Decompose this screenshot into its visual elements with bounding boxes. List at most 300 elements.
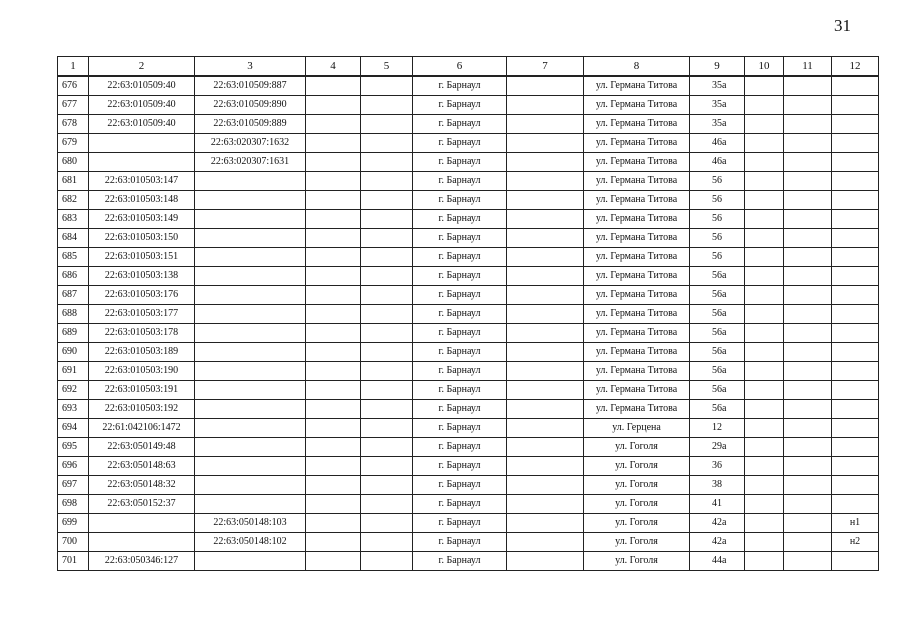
col-7-cell bbox=[507, 134, 584, 153]
street-cell: ул. Германа Титова bbox=[584, 248, 690, 267]
col-7-cell bbox=[507, 419, 584, 438]
col-7-cell bbox=[507, 267, 584, 286]
house-number-cell: 41 bbox=[690, 495, 745, 514]
table-row bbox=[58, 248, 879, 267]
col-4-cell bbox=[306, 153, 361, 172]
column-header: 1 bbox=[58, 57, 89, 77]
row-number-cell: 680 bbox=[58, 153, 89, 172]
col-11-cell bbox=[784, 381, 832, 400]
table-row bbox=[58, 210, 879, 229]
note-cell bbox=[832, 172, 879, 191]
col-7-cell bbox=[507, 400, 584, 419]
col-7-cell bbox=[507, 191, 584, 210]
settlement-cell: г. Барнаул bbox=[413, 381, 507, 400]
cadastral-number-object-cell bbox=[195, 438, 306, 457]
table-row bbox=[58, 286, 879, 305]
table-row bbox=[58, 324, 879, 343]
row-number-cell: 698 bbox=[58, 495, 89, 514]
row-number-cell: 690 bbox=[58, 343, 89, 362]
col-5-cell bbox=[361, 248, 413, 267]
settlement-cell: г. Барнаул bbox=[413, 134, 507, 153]
note-cell bbox=[832, 343, 879, 362]
settlement-cell: г. Барнаул bbox=[413, 495, 507, 514]
col-10-cell bbox=[745, 362, 784, 381]
col-5-cell bbox=[361, 324, 413, 343]
cadastral-number-object-cell bbox=[195, 229, 306, 248]
table-row bbox=[58, 191, 879, 210]
col-7-cell bbox=[507, 229, 584, 248]
col-10-cell bbox=[745, 96, 784, 115]
cadastral-number-land-cell: 22:63:050346:127 bbox=[89, 552, 195, 571]
col-11-cell bbox=[784, 343, 832, 362]
col-7-cell bbox=[507, 343, 584, 362]
row-number-cell: 687 bbox=[58, 286, 89, 305]
col-7-cell bbox=[507, 210, 584, 229]
col-7-cell bbox=[507, 286, 584, 305]
col-11-cell bbox=[784, 476, 832, 495]
settlement-cell: г. Барнаул bbox=[413, 115, 507, 134]
cadastral-number-object-cell bbox=[195, 248, 306, 267]
note-cell bbox=[832, 267, 879, 286]
row-number-cell: 701 bbox=[58, 552, 89, 571]
street-cell: ул. Германа Титова bbox=[584, 400, 690, 419]
cadastral-number-land-cell: 22:63:010503:138 bbox=[89, 267, 195, 286]
street-cell: ул. Германа Титова bbox=[584, 324, 690, 343]
row-number-cell: 695 bbox=[58, 438, 89, 457]
col-4-cell bbox=[306, 343, 361, 362]
street-cell: ул. Германа Титова bbox=[584, 286, 690, 305]
col-4-cell bbox=[306, 324, 361, 343]
settlement-cell: г. Барнаул bbox=[413, 476, 507, 495]
col-11-cell bbox=[784, 362, 832, 381]
street-cell: ул. Гоголя bbox=[584, 552, 690, 571]
col-11-cell bbox=[784, 210, 832, 229]
note-cell: н1 bbox=[832, 514, 879, 533]
col-5-cell bbox=[361, 229, 413, 248]
house-number-cell: 56 bbox=[690, 172, 745, 191]
column-header: 6 bbox=[413, 57, 507, 77]
note-cell bbox=[832, 457, 879, 476]
col-4-cell bbox=[306, 381, 361, 400]
row-number-cell: 685 bbox=[58, 248, 89, 267]
street-cell: ул. Германа Титова bbox=[584, 362, 690, 381]
cadastral-number-object-cell bbox=[195, 552, 306, 571]
column-header: 8 bbox=[584, 57, 690, 77]
cadastral-number-object-cell bbox=[195, 400, 306, 419]
cadastral-number-object-cell: 22:63:010509:887 bbox=[195, 76, 306, 96]
col-11-cell bbox=[784, 267, 832, 286]
note-cell bbox=[832, 229, 879, 248]
cadastral-number-land-cell: 22:63:050148:32 bbox=[89, 476, 195, 495]
cadastral-number-land-cell: 22:63:010503:189 bbox=[89, 343, 195, 362]
col-10-cell bbox=[745, 419, 784, 438]
cadastral-number-land-cell: 22:63:010509:40 bbox=[89, 76, 195, 96]
street-cell: ул. Гоголя bbox=[584, 438, 690, 457]
col-10-cell bbox=[745, 533, 784, 552]
row-number-cell: 679 bbox=[58, 134, 89, 153]
col-10-cell bbox=[745, 324, 784, 343]
column-header: 9 bbox=[690, 57, 745, 77]
col-10-cell bbox=[745, 476, 784, 495]
col-5-cell bbox=[361, 495, 413, 514]
note-cell bbox=[832, 381, 879, 400]
note-cell: н2 bbox=[832, 533, 879, 552]
settlement-cell: г. Барнаул bbox=[413, 533, 507, 552]
settlement-cell: г. Барнаул bbox=[413, 343, 507, 362]
col-7-cell bbox=[507, 438, 584, 457]
street-cell: ул. Гоголя bbox=[584, 495, 690, 514]
table-row bbox=[58, 172, 879, 191]
col-10-cell bbox=[745, 552, 784, 571]
note-cell bbox=[832, 419, 879, 438]
col-7-cell bbox=[507, 381, 584, 400]
col-7-cell bbox=[507, 362, 584, 381]
cadastral-number-land-cell: 22:63:010503:178 bbox=[89, 324, 195, 343]
cadastral-number-object-cell bbox=[195, 495, 306, 514]
cadastral-number-land-cell: 22:63:050149:48 bbox=[89, 438, 195, 457]
col-7-cell bbox=[507, 476, 584, 495]
house-number-cell: 38 bbox=[690, 476, 745, 495]
settlement-cell: г. Барнаул bbox=[413, 229, 507, 248]
col-7-cell bbox=[507, 495, 584, 514]
cadastral-number-object-cell bbox=[195, 476, 306, 495]
table-row bbox=[58, 419, 879, 438]
col-7-cell bbox=[507, 172, 584, 191]
house-number-cell: 35а bbox=[690, 96, 745, 115]
col-4-cell bbox=[306, 248, 361, 267]
street-cell: ул. Гоголя bbox=[584, 533, 690, 552]
street-cell: ул. Германа Титова bbox=[584, 172, 690, 191]
cadastral-number-object-cell: 22:63:020307:1632 bbox=[195, 134, 306, 153]
col-11-cell bbox=[784, 115, 832, 134]
col-4-cell bbox=[306, 438, 361, 457]
street-cell: ул. Гоголя bbox=[584, 457, 690, 476]
col-4-cell bbox=[306, 362, 361, 381]
cadastral-number-object-cell: 22:63:050148:102 bbox=[195, 533, 306, 552]
table-row bbox=[58, 305, 879, 324]
col-11-cell bbox=[784, 286, 832, 305]
col-7-cell bbox=[507, 115, 584, 134]
col-10-cell bbox=[745, 115, 784, 134]
row-number-cell: 676 bbox=[58, 76, 89, 96]
cadastral-number-object-cell bbox=[195, 419, 306, 438]
settlement-cell: г. Барнаул bbox=[413, 324, 507, 343]
street-cell: ул. Германа Титова bbox=[584, 134, 690, 153]
page-number: 31 bbox=[834, 16, 851, 35]
row-number-cell: 677 bbox=[58, 96, 89, 115]
cadastral-number-land-cell: 22:63:010503:150 bbox=[89, 229, 195, 248]
table-row bbox=[58, 362, 879, 381]
note-cell bbox=[832, 191, 879, 210]
street-cell: ул. Германа Титова bbox=[584, 191, 690, 210]
cadastral-number-land-cell: 22:63:010503:191 bbox=[89, 381, 195, 400]
settlement-cell: г. Барнаул bbox=[413, 552, 507, 571]
cadastral-number-object-cell bbox=[195, 381, 306, 400]
col-11-cell bbox=[784, 172, 832, 191]
row-number-cell: 682 bbox=[58, 191, 89, 210]
street-cell: ул. Германа Титова bbox=[584, 153, 690, 172]
col-5-cell bbox=[361, 362, 413, 381]
note-cell bbox=[832, 552, 879, 571]
note-cell bbox=[832, 76, 879, 96]
house-number-cell: 56а bbox=[690, 324, 745, 343]
col-11-cell bbox=[784, 514, 832, 533]
col-10-cell bbox=[745, 172, 784, 191]
col-11-cell bbox=[784, 495, 832, 514]
cadastral-number-land-cell bbox=[89, 153, 195, 172]
house-number-cell: 56а bbox=[690, 286, 745, 305]
col-10-cell bbox=[745, 229, 784, 248]
column-header: 11 bbox=[784, 57, 832, 77]
house-number-cell: 36 bbox=[690, 457, 745, 476]
table-row bbox=[58, 533, 879, 552]
register-table bbox=[57, 56, 879, 571]
table-row bbox=[58, 115, 879, 134]
col-10-cell bbox=[745, 248, 784, 267]
cadastral-number-object-cell bbox=[195, 267, 306, 286]
settlement-cell: г. Барнаул bbox=[413, 96, 507, 115]
col-5-cell bbox=[361, 343, 413, 362]
column-header: 2 bbox=[89, 57, 195, 77]
table-row bbox=[58, 457, 879, 476]
col-11-cell bbox=[784, 248, 832, 267]
col-5-cell bbox=[361, 76, 413, 96]
col-10-cell bbox=[745, 343, 784, 362]
col-10-cell bbox=[745, 400, 784, 419]
settlement-cell: г. Барнаул bbox=[413, 362, 507, 381]
col-4-cell bbox=[306, 514, 361, 533]
col-4-cell bbox=[306, 552, 361, 571]
col-11-cell bbox=[784, 191, 832, 210]
row-number-cell: 688 bbox=[58, 305, 89, 324]
col-4-cell bbox=[306, 172, 361, 191]
col-7-cell bbox=[507, 514, 584, 533]
cadastral-number-land-cell bbox=[89, 533, 195, 552]
column-header: 4 bbox=[306, 57, 361, 77]
street-cell: ул. Германа Титова bbox=[584, 115, 690, 134]
col-5-cell bbox=[361, 514, 413, 533]
cadastral-number-land-cell: 22:63:010503:148 bbox=[89, 191, 195, 210]
settlement-cell: г. Барнаул bbox=[413, 286, 507, 305]
settlement-cell: г. Барнаул bbox=[413, 514, 507, 533]
cadastral-number-object-cell: 22:63:010509:889 bbox=[195, 115, 306, 134]
settlement-cell: г. Барнаул bbox=[413, 248, 507, 267]
col-10-cell bbox=[745, 153, 784, 172]
table-row bbox=[58, 96, 879, 115]
column-header: 7 bbox=[507, 57, 584, 77]
column-header: 3 bbox=[195, 57, 306, 77]
col-4-cell bbox=[306, 476, 361, 495]
note-cell bbox=[832, 305, 879, 324]
street-cell: ул. Германа Титова bbox=[584, 267, 690, 286]
street-cell: ул. Герцена bbox=[584, 419, 690, 438]
column-header: 12 bbox=[832, 57, 879, 77]
street-cell: ул. Гоголя bbox=[584, 476, 690, 495]
table-row bbox=[58, 495, 879, 514]
col-4-cell bbox=[306, 191, 361, 210]
street-cell: ул. Гоголя bbox=[584, 514, 690, 533]
note-cell bbox=[832, 96, 879, 115]
cadastral-number-land-cell: 22:63:010509:40 bbox=[89, 115, 195, 134]
register-body bbox=[58, 76, 879, 571]
col-11-cell bbox=[784, 400, 832, 419]
col-4-cell bbox=[306, 533, 361, 552]
cadastral-number-land-cell: 22:63:050152:37 bbox=[89, 495, 195, 514]
col-4-cell bbox=[306, 134, 361, 153]
col-5-cell bbox=[361, 533, 413, 552]
settlement-cell: г. Барнаул bbox=[413, 210, 507, 229]
house-number-cell: 46а bbox=[690, 134, 745, 153]
settlement-cell: г. Барнаул bbox=[413, 153, 507, 172]
house-number-cell: 56а bbox=[690, 305, 745, 324]
house-number-cell: 56а bbox=[690, 343, 745, 362]
note-cell bbox=[832, 362, 879, 381]
cadastral-number-object-cell: 22:63:020307:1631 bbox=[195, 153, 306, 172]
col-11-cell bbox=[784, 552, 832, 571]
row-number-cell: 683 bbox=[58, 210, 89, 229]
col-4-cell bbox=[306, 115, 361, 134]
col-5-cell bbox=[361, 552, 413, 571]
street-cell: ул. Германа Титова bbox=[584, 96, 690, 115]
cadastral-number-object-cell bbox=[195, 343, 306, 362]
col-4-cell bbox=[306, 419, 361, 438]
table-row bbox=[58, 514, 879, 533]
col-7-cell bbox=[507, 76, 584, 96]
house-number-cell: 35а bbox=[690, 76, 745, 96]
col-7-cell bbox=[507, 248, 584, 267]
col-10-cell bbox=[745, 305, 784, 324]
table-row bbox=[58, 552, 879, 571]
col-11-cell bbox=[784, 324, 832, 343]
col-7-cell bbox=[507, 305, 584, 324]
col-7-cell bbox=[507, 96, 584, 115]
col-4-cell bbox=[306, 210, 361, 229]
house-number-cell: 56а bbox=[690, 400, 745, 419]
col-11-cell bbox=[784, 229, 832, 248]
col-11-cell bbox=[784, 457, 832, 476]
house-number-cell: 29а bbox=[690, 438, 745, 457]
note-cell bbox=[832, 115, 879, 134]
col-5-cell bbox=[361, 267, 413, 286]
note-cell bbox=[832, 400, 879, 419]
col-10-cell bbox=[745, 191, 784, 210]
col-4-cell bbox=[306, 457, 361, 476]
col-5-cell bbox=[361, 115, 413, 134]
col-4-cell bbox=[306, 495, 361, 514]
cadastral-number-land-cell bbox=[89, 134, 195, 153]
table-row bbox=[58, 438, 879, 457]
table-row bbox=[58, 229, 879, 248]
col-11-cell bbox=[784, 419, 832, 438]
row-number-cell: 689 bbox=[58, 324, 89, 343]
cadastral-number-object-cell bbox=[195, 286, 306, 305]
cadastral-number-land-cell: 22:63:010509:40 bbox=[89, 96, 195, 115]
row-number-cell: 681 bbox=[58, 172, 89, 191]
col-4-cell bbox=[306, 267, 361, 286]
note-cell bbox=[832, 248, 879, 267]
note-cell bbox=[832, 495, 879, 514]
house-number-cell: 56 bbox=[690, 191, 745, 210]
table-row bbox=[58, 153, 879, 172]
row-number-cell: 694 bbox=[58, 419, 89, 438]
note-cell bbox=[832, 286, 879, 305]
settlement-cell: г. Барнаул bbox=[413, 419, 507, 438]
street-cell: ул. Германа Титова bbox=[584, 305, 690, 324]
row-number-cell: 699 bbox=[58, 514, 89, 533]
col-11-cell bbox=[784, 96, 832, 115]
cadastral-number-land-cell: 22:63:010503:192 bbox=[89, 400, 195, 419]
col-11-cell bbox=[784, 438, 832, 457]
house-number-cell: 42а bbox=[690, 533, 745, 552]
cadastral-number-object-cell: 22:63:010509:890 bbox=[195, 96, 306, 115]
cadastral-number-object-cell bbox=[195, 210, 306, 229]
col-10-cell bbox=[745, 438, 784, 457]
col-10-cell bbox=[745, 210, 784, 229]
col-10-cell bbox=[745, 495, 784, 514]
street-cell: ул. Германа Титова bbox=[584, 343, 690, 362]
house-number-cell: 56а bbox=[690, 381, 745, 400]
house-number-cell: 56 bbox=[690, 210, 745, 229]
col-5-cell bbox=[361, 172, 413, 191]
settlement-cell: г. Барнаул bbox=[413, 457, 507, 476]
col-10-cell bbox=[745, 286, 784, 305]
cadastral-number-land-cell: 22:63:010503:176 bbox=[89, 286, 195, 305]
table-row bbox=[58, 76, 879, 96]
house-number-cell: 12 bbox=[690, 419, 745, 438]
col-4-cell bbox=[306, 400, 361, 419]
col-7-cell bbox=[507, 552, 584, 571]
settlement-cell: г. Барнаул bbox=[413, 172, 507, 191]
note-cell bbox=[832, 324, 879, 343]
street-cell: ул. Германа Титова bbox=[584, 210, 690, 229]
cadastral-number-object-cell bbox=[195, 172, 306, 191]
row-number-cell: 692 bbox=[58, 381, 89, 400]
cadastral-number-object-cell bbox=[195, 457, 306, 476]
col-5-cell bbox=[361, 438, 413, 457]
row-number-cell: 693 bbox=[58, 400, 89, 419]
cadastral-number-object-cell bbox=[195, 191, 306, 210]
col-10-cell bbox=[745, 381, 784, 400]
col-5-cell bbox=[361, 457, 413, 476]
house-number-cell: 56а bbox=[690, 267, 745, 286]
table-row bbox=[58, 134, 879, 153]
cadastral-number-object-cell bbox=[195, 324, 306, 343]
note-cell bbox=[832, 210, 879, 229]
col-5-cell bbox=[361, 476, 413, 495]
cadastral-number-land-cell: 22:63:050148:63 bbox=[89, 457, 195, 476]
cadastral-number-object-cell bbox=[195, 362, 306, 381]
house-number-cell: 56а bbox=[690, 362, 745, 381]
header-row bbox=[58, 57, 879, 77]
col-4-cell bbox=[306, 286, 361, 305]
settlement-cell: г. Барнаул bbox=[413, 305, 507, 324]
col-11-cell bbox=[784, 533, 832, 552]
row-number-cell: 684 bbox=[58, 229, 89, 248]
house-number-cell: 35а bbox=[690, 115, 745, 134]
col-5-cell bbox=[361, 210, 413, 229]
row-number-cell: 700 bbox=[58, 533, 89, 552]
col-10-cell bbox=[745, 457, 784, 476]
col-5-cell bbox=[361, 286, 413, 305]
col-11-cell bbox=[784, 134, 832, 153]
house-number-cell: 44а bbox=[690, 552, 745, 571]
col-11-cell bbox=[784, 305, 832, 324]
house-number-cell: 56 bbox=[690, 248, 745, 267]
col-10-cell bbox=[745, 514, 784, 533]
table-row bbox=[58, 381, 879, 400]
settlement-cell: г. Барнаул bbox=[413, 400, 507, 419]
col-11-cell bbox=[784, 76, 832, 96]
